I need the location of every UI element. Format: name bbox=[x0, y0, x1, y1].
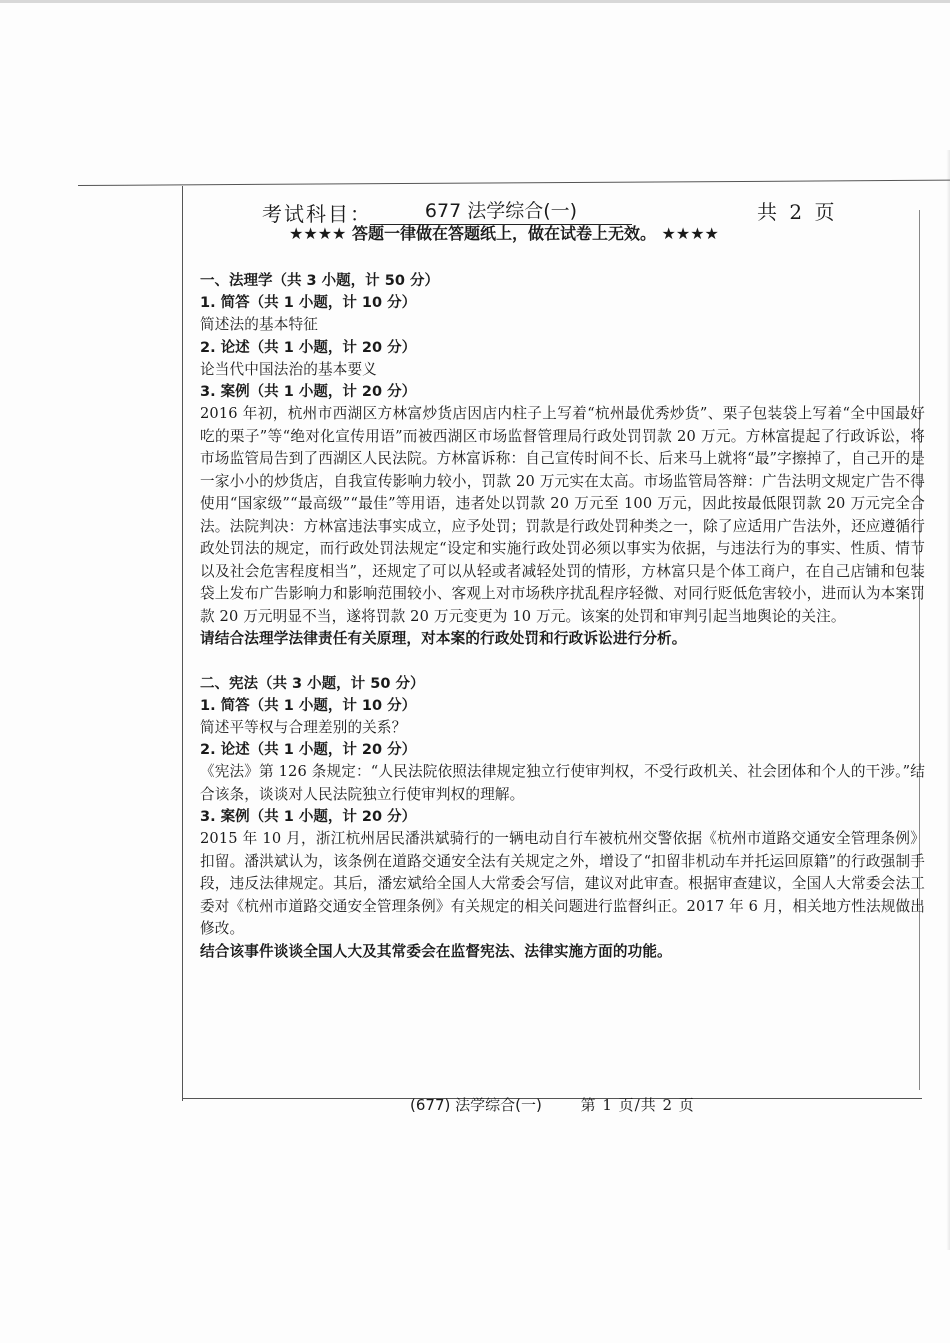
answer-sheet-warning: ★★★★ 答题一律做在答题纸上，做在试卷上无效。 ★★★★ bbox=[289, 224, 719, 243]
scan-edge bbox=[946, 150, 950, 1250]
question-title: 1. 简答（共 1 小题，计 10 分） bbox=[200, 697, 417, 714]
question-text: 《宪法》第 126 条规定：“人民法院依照法律规定独立行使审判权，不受行政机关、社会团体和个人的干涉。”结合该条，谈谈对人民法院独立行使审判权的理解。 bbox=[200, 763, 925, 803]
question-text: 简述平等权与合理差别的关系？ bbox=[200, 718, 407, 736]
section-gap bbox=[200, 651, 925, 673]
total-pages: 共 2 页 bbox=[757, 200, 838, 224]
exam-content bbox=[200, 270, 925, 963]
question-text: 简述法的基本特征 bbox=[200, 316, 318, 333]
scan-edge bbox=[0, 0, 950, 3]
frame-left-rule bbox=[182, 186, 183, 1101]
case-text: 2015 年 10 月，浙江杭州居民潘洪斌骑行的一辆电动自行车被杭州交警依据《杭州市道路交通安全管理条例》扣留。潘洪斌认为，该条例在道路交通安全法有关规定之外，增设了“扣留非机动车并托运回原籍”的行政强制手段，违反法律规定。其后，潘宏斌给全国人大常委会写信，建议对此审查。根据审查建议，全国人大常委会法工委对《杭州市道路交通安全管理条例》有关规定的相关问题进行监督纠正。2017 年 6 月，相关地方性法规做出修改。 bbox=[200, 830, 926, 937]
page-footer bbox=[410, 1094, 810, 1115]
question-title: 3. 案例（共 1 小题，计 20 分） bbox=[200, 384, 417, 400]
question-title: 3. 案例（共 1 小题，计 20 分） bbox=[200, 809, 417, 825]
case-prompt: 请结合法理学法律责任有关原理，对本案的行政处罚和行政诉讼进行分析。 bbox=[200, 630, 687, 647]
frame-top-rule bbox=[78, 180, 950, 186]
question-title: 2. 论述（共 1 小题，计 20 分） bbox=[200, 742, 417, 758]
section-title: 二、宪法（共 3 小题，计 50 分） bbox=[200, 675, 425, 692]
subject-label: 考试科目： bbox=[262, 202, 372, 226]
footer-subject: (677) 法学综合(一) bbox=[410, 1096, 542, 1114]
question-text: 论当代中国法治的基本要义 bbox=[200, 360, 377, 378]
question-title: 1. 简答（共 1 小题，计 10 分） bbox=[200, 295, 417, 311]
question-title: 2. 论述（共 1 小题，计 20 分） bbox=[200, 339, 417, 356]
case-prompt: 结合该事件谈谈全国人大及其常委会在监督宪法、法律实施方面的功能。 bbox=[200, 942, 672, 960]
footer-page-number: 第 1 页/共 2 页 bbox=[580, 1096, 695, 1114]
section-title: 一、法理学（共 3 小题，计 50 分） bbox=[200, 273, 439, 289]
case-text: 2016 年初，杭州市西湖区方林富炒货店因店内柱子上写着“杭州最优秀炒货”、栗子包装袋上写着“全中国最好吃的栗子”等“绝对化宣传用语”而被西湖区市场监督管理局行政处罚罚款 20 万元。方林富提起了行政诉讼，将市场监管局告到了西湖区人民法院。方林富诉称：自己宣传时间不长、后来马上就将“最”字擦掉了，自己开的是一家小小的炒货店，自我宣传影响力较小，罚款 20 万元实在太高。市场监管局答辩：广告法明文规定广告不得使用“国家级”“最高级”“最佳”等用语，违者处以罚款 20 万元至 100 万元，因此按最低限罚款 20 万元完全合法。法院判决：方林富违法事实成立，应予处罚；罚款是行政处罚种类之一，除了应适用广告法外，还应遵循行政处罚法的规定，而行政处罚法规定“设定和实施行政处罚必须以事实为依据，与违法行为的事实、性质、情节以及社会危害程度相当”，还规定了可以从轻或者减轻处罚的情形，方林富只是个体工商户，在自己店铺和包装袋上发布广告影响力和影响范围较小、客观上对市场秩序扰乱程序轻微、对同行贬低危害较小，进而认为本案罚款 20 万元明显不当，遂将罚款 20 万元变更为 10 万元。该案的处罚和审判引起当地舆论的关注。 bbox=[200, 405, 925, 625]
subject-name: 677 法学综合(一) bbox=[370, 196, 632, 225]
